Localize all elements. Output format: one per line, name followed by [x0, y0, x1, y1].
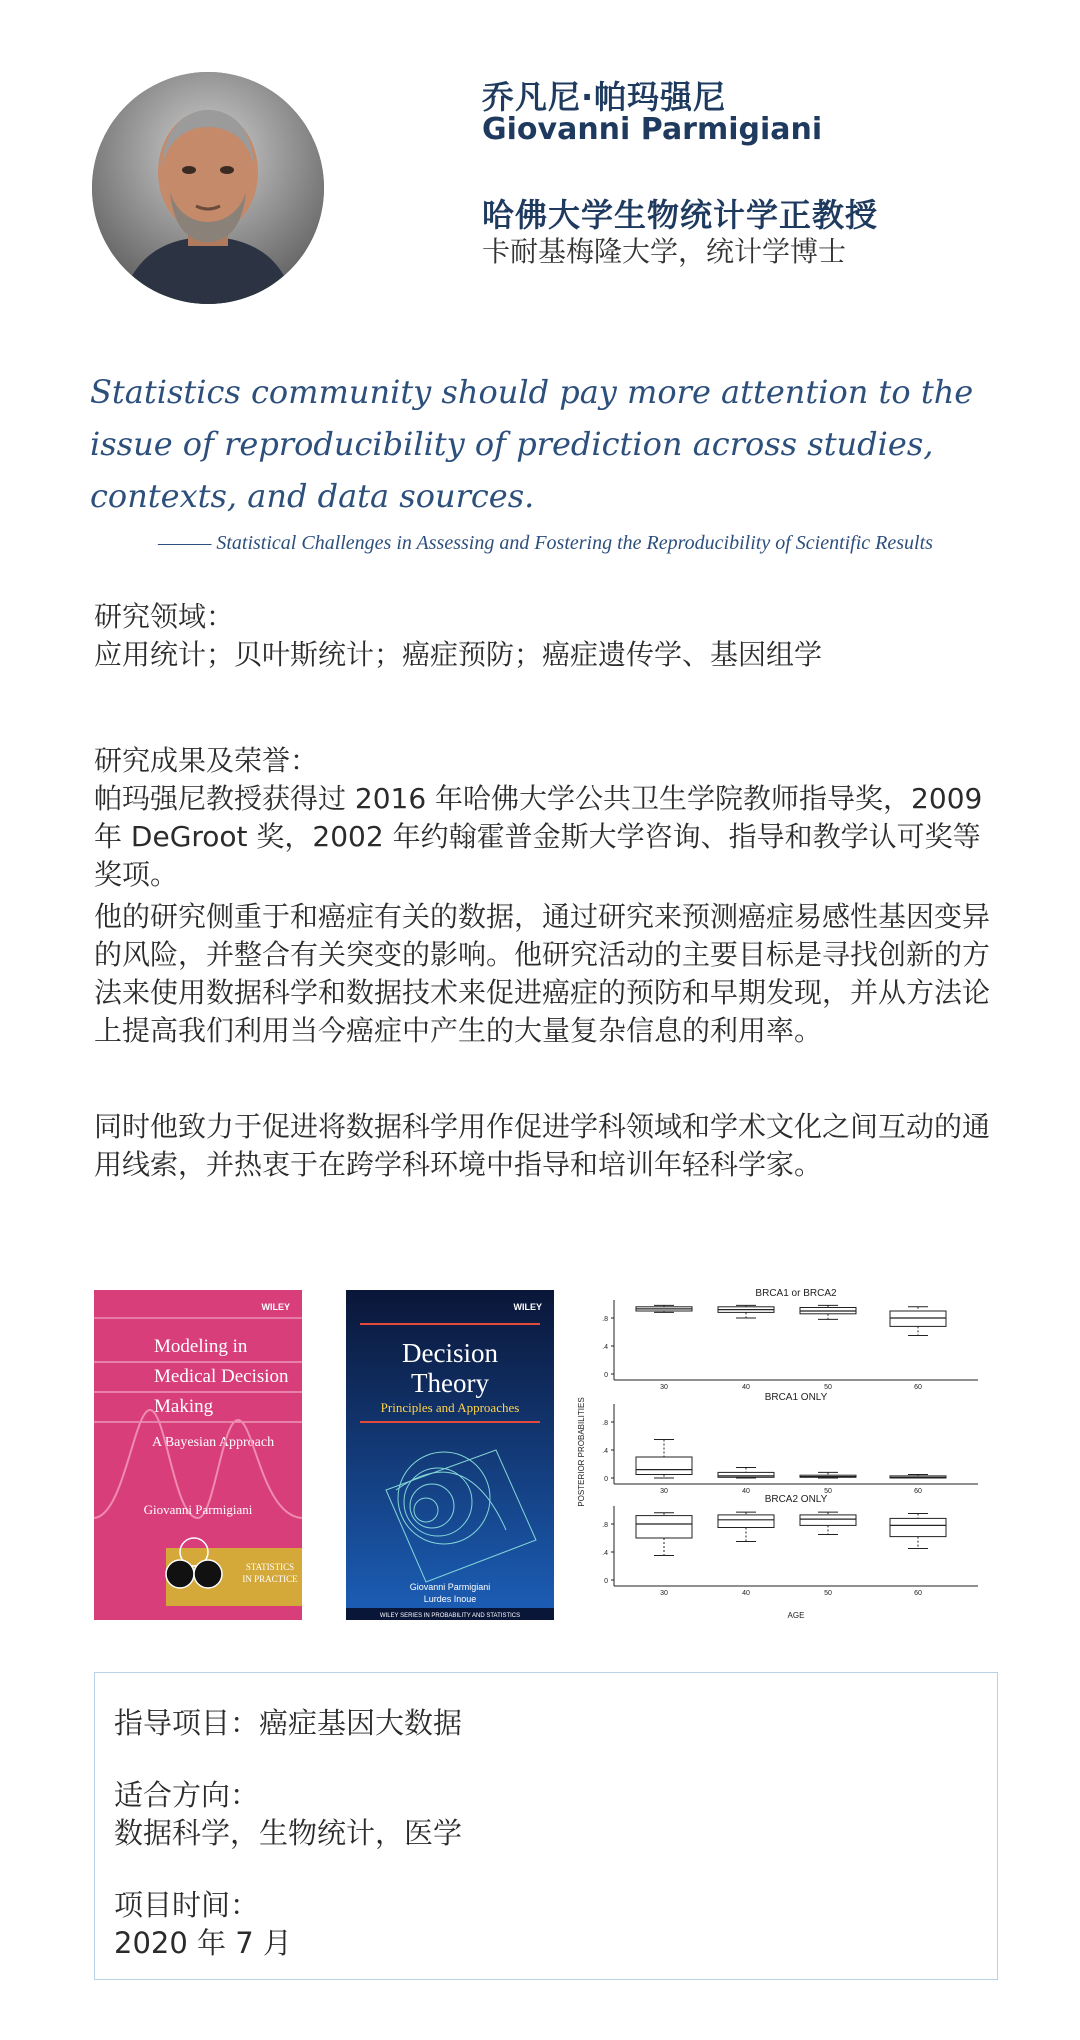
- box: [890, 1518, 946, 1536]
- y-tick-label: .8: [602, 1522, 608, 1529]
- project-fit-value: 数据科学，生物统计，医学: [114, 1816, 463, 1850]
- book-subtitle: A Bayesian Approach: [152, 1435, 275, 1450]
- x-tick-label: 50: [824, 1488, 832, 1495]
- x-tick-label: 50: [824, 1384, 832, 1391]
- name-chinese: 乔凡尼·帕玛强尼: [482, 78, 727, 116]
- professor-title: 哈佛大学生物统计学正教授: [482, 196, 879, 234]
- research-label: 研究领域：: [94, 600, 235, 633]
- name-english: Giovanni Parmigiani: [482, 112, 823, 147]
- y-tick-label: 0: [604, 1372, 608, 1379]
- y-tick-label: .8: [602, 1316, 608, 1323]
- x-tick-label: 40: [742, 1590, 750, 1597]
- x-tick-label: 40: [742, 1488, 750, 1495]
- box: [636, 1457, 692, 1475]
- book-cover-decision-theory: [346, 1290, 554, 1620]
- book-title-line: Modeling in: [154, 1336, 248, 1357]
- boxplot-chart: [574, 1282, 984, 1622]
- x-tick-label: 30: [660, 1384, 668, 1391]
- panel-title: BRCA1 ONLY: [764, 1392, 828, 1403]
- honors-label: 研究成果及荣誉：: [94, 744, 319, 777]
- panel-title: BRCA2 ONLY: [764, 1494, 828, 1505]
- project-guide-label: 指导项目：: [114, 1706, 260, 1740]
- y-tick-label: .4: [602, 1550, 608, 1557]
- book-title-line: Making: [154, 1396, 214, 1417]
- project-time-value: 2020 年 7 月: [114, 1926, 292, 1960]
- y-tick-label: .8: [602, 1420, 608, 1427]
- x-tick-label: 40: [742, 1384, 750, 1391]
- box: [890, 1311, 946, 1326]
- x-tick-label: 60: [914, 1384, 922, 1391]
- book-series: WILEY SERIES IN PROBABILITY AND STATISTICS: [379, 1613, 521, 1619]
- y-tick-label: 0: [604, 1476, 608, 1483]
- project-guide-row: [114, 1704, 462, 1742]
- book-title-line: Medical Decision: [154, 1366, 289, 1387]
- box: [718, 1472, 774, 1477]
- project-fit-label: 适合方向：: [114, 1778, 260, 1812]
- book-author: Giovanni Parmigiani: [143, 1502, 253, 1517]
- x-tick-label: 30: [660, 1488, 668, 1495]
- research-description: 他的研究侧重于和癌症有关的数据，通过研究来预测癌症易感性基因变异的风险，并整合有关突变的影响。他研究活动的主要目标是寻找创新的方法来使用数据科学和数据技术来促进癌症的预防和早期发现，并从方法论上提高我们利用当今癌症中产生的大量复杂信息的利用率。: [94, 900, 991, 1047]
- book-cover-medical-decision: [94, 1290, 302, 1620]
- panel-title: BRCA1 or BRCA2: [755, 1288, 837, 1299]
- box: [800, 1515, 856, 1526]
- y-axis-title: POSTERIOR PROBABILITIES: [577, 1397, 586, 1507]
- x-tick-label: 60: [914, 1488, 922, 1495]
- x-tick-label: 30: [660, 1590, 668, 1597]
- book-series-line: STATISTICS: [245, 1562, 295, 1572]
- x-tick-label: 60: [914, 1590, 922, 1597]
- publisher-label: WILEY: [513, 1302, 542, 1312]
- y-tick-label: 0: [604, 1578, 608, 1585]
- quote-source: ——— Statistical Challenges in Assessing and Fostering the Reproducibility of Scientific Results: [158, 532, 933, 554]
- avatar: [92, 72, 324, 304]
- research-fields: 应用统计；贝叶斯统计；癌症预防；癌症遗传学、基因组学: [94, 638, 823, 671]
- project-guide-value: 癌症基因大数据: [259, 1706, 463, 1740]
- y-tick-label: .4: [602, 1344, 608, 1351]
- book-title-line: Theory: [411, 1368, 489, 1398]
- y-tick-label: .4: [602, 1448, 608, 1455]
- degree-text: 卡耐基梅隆大学，统计学博士: [482, 235, 847, 268]
- honors-text: 帕玛强尼教授获得过 2016 年哈佛大学公共卫生学院教师指导奖，2009 年 DeGroot 奖，2002 年约翰霍普金斯大学咨询、指导和教学认可奖等奖项。: [94, 782, 983, 891]
- x-tick-label: 50: [824, 1590, 832, 1597]
- box: [636, 1516, 692, 1538]
- book-title-line: Decision: [402, 1338, 498, 1368]
- project-time-label: 项目时间：: [114, 1888, 260, 1922]
- quote-text: Statistics community should pay more attention to the issue of reproducibility of prediction across studies, contexts, and data sources.: [90, 373, 974, 515]
- book-series-line: IN PRACTICE: [242, 1574, 298, 1584]
- book-author: Giovanni Parmigiani: [409, 1582, 491, 1592]
- book-subtitle: Principles and Approaches: [380, 1400, 520, 1415]
- x-axis-title: AGE: [787, 1611, 805, 1620]
- box: [718, 1515, 774, 1528]
- publisher-label: WILEY: [261, 1302, 290, 1312]
- portrait-photo: [92, 72, 324, 304]
- book-author: Lurdes Inoue: [423, 1594, 477, 1604]
- mentoring-text: 同时他致力于促进将数据科学用作促进学科领域和学术文化之间互动的通用线索，并热衷于在跨学科环境中指导和培训年轻科学家。: [94, 1110, 991, 1181]
